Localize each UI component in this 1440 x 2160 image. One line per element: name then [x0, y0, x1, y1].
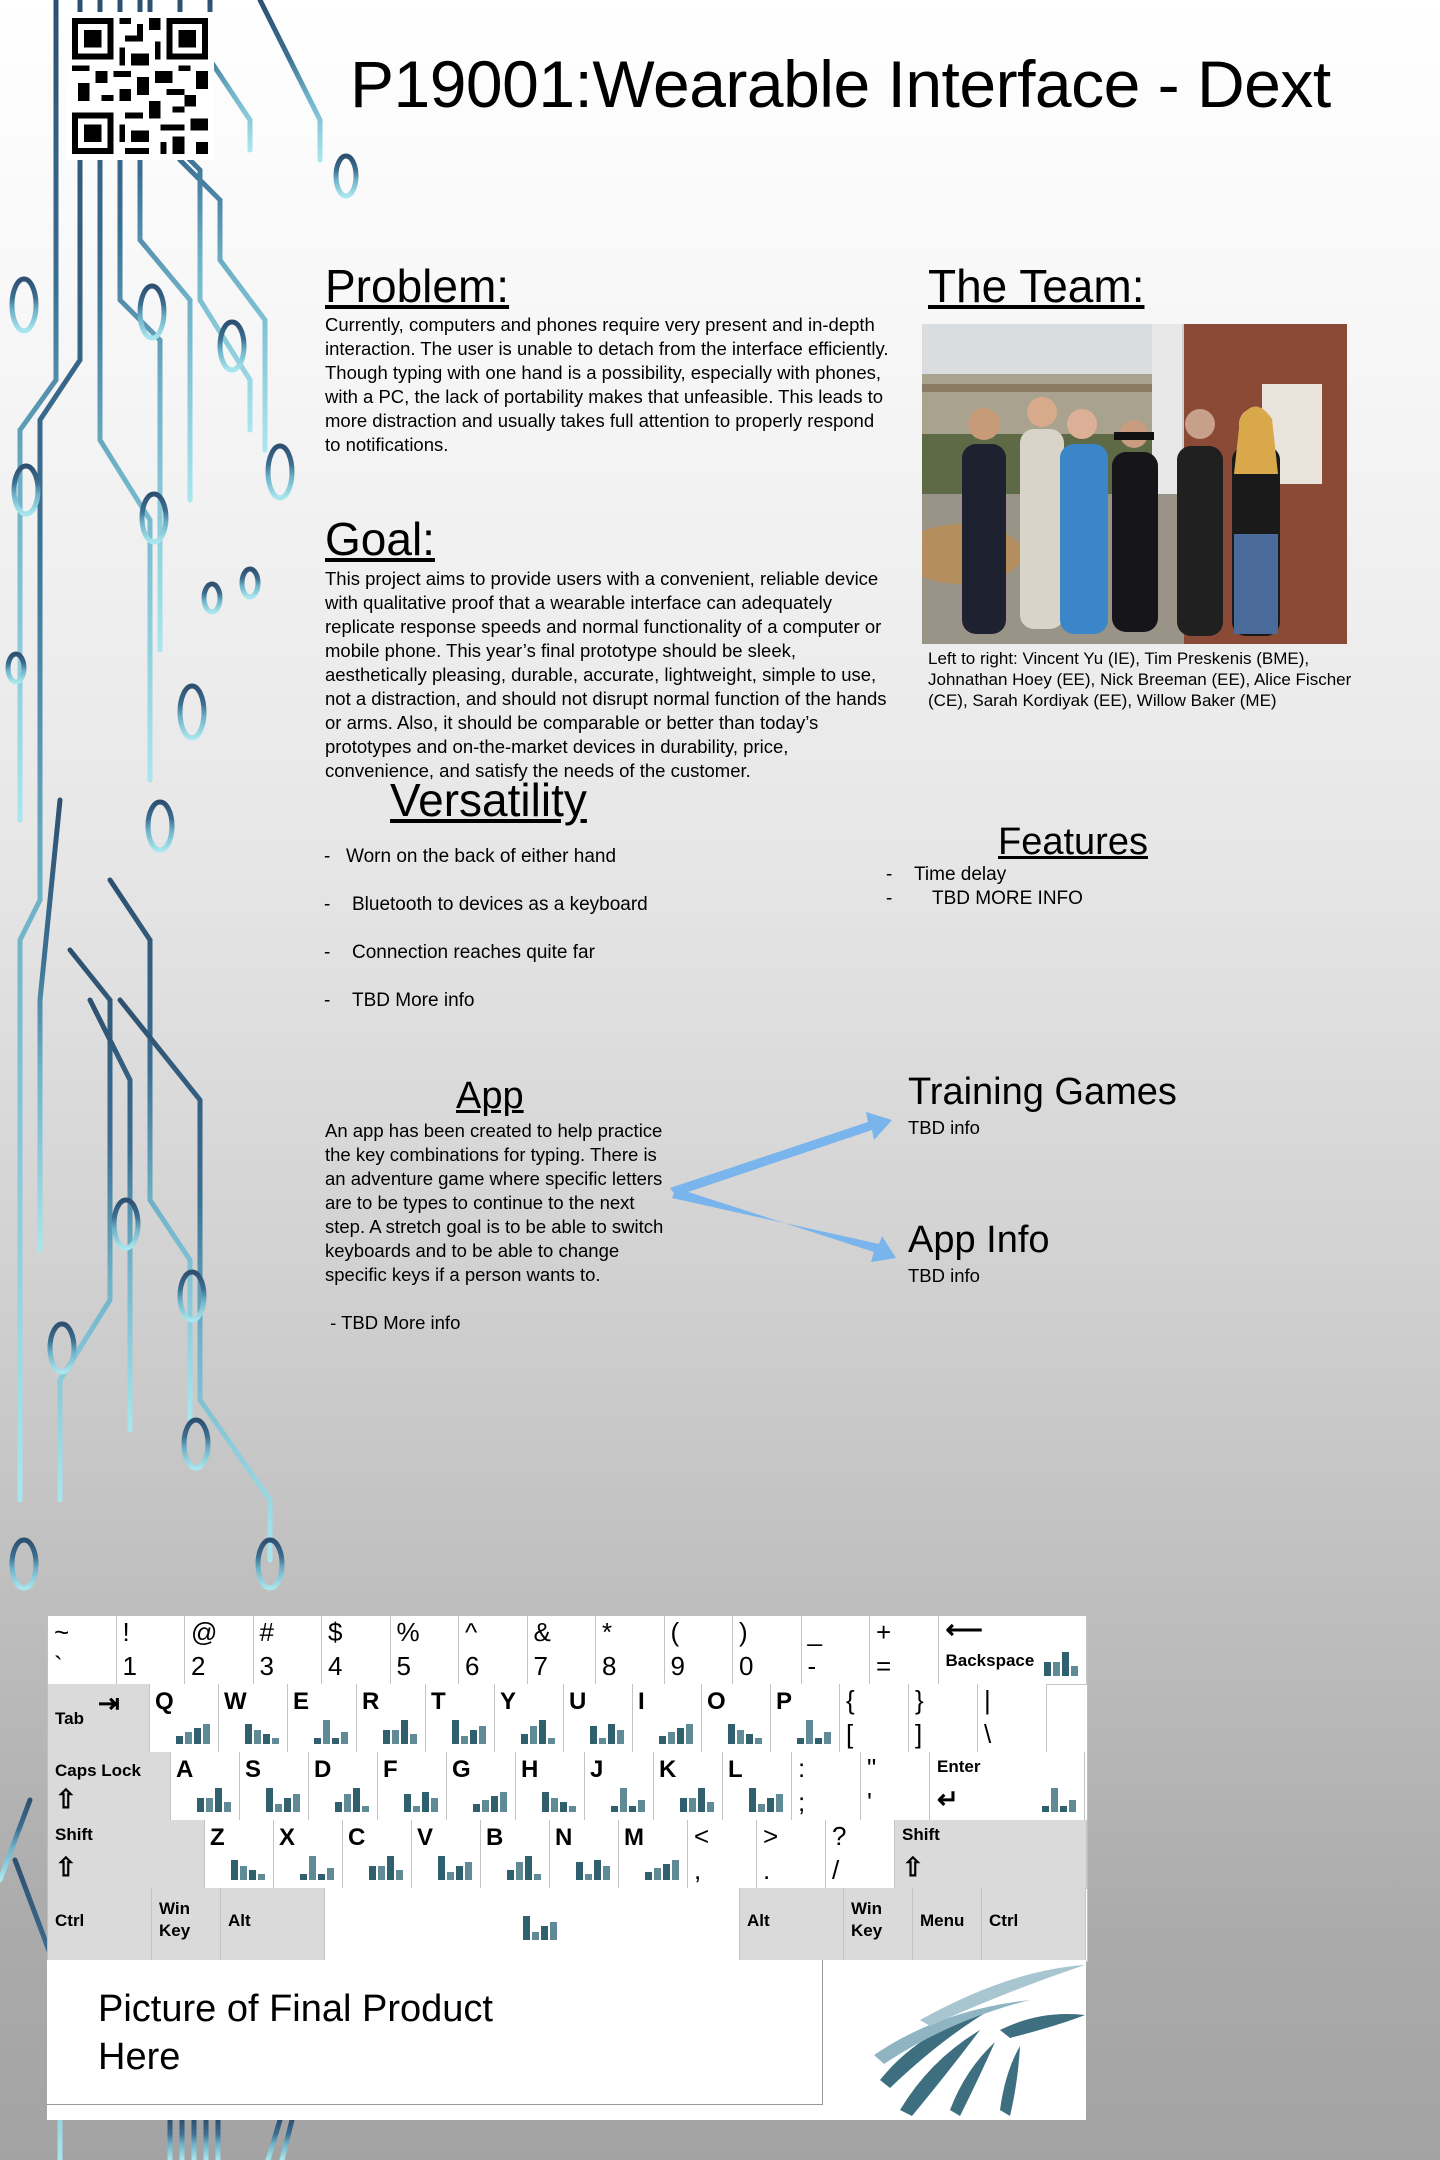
finger-pattern-icon [513, 1712, 559, 1746]
keyboard-key-y [495, 1684, 564, 1752]
key-top-glyph: _ [807, 1617, 822, 1647]
key-top-glyph: # [259, 1617, 274, 1647]
key-letter: E [293, 1688, 310, 1715]
keyboard-key-ctrl-right [982, 1888, 1086, 1960]
key-bottom-glyph: 5 [396, 1651, 411, 1681]
keyboard-key-enter [930, 1752, 1085, 1820]
keyboard-key-menu [913, 1888, 982, 1960]
key-letter: M [624, 1824, 644, 1851]
keyboard-key-j [585, 1752, 654, 1820]
key-letter: K [659, 1756, 677, 1783]
finger-pattern-icon [1034, 1780, 1080, 1814]
keyboard-key-s [240, 1752, 309, 1820]
keyboard-key-win-left [152, 1888, 221, 1960]
finger-pattern-icon [651, 1712, 697, 1746]
keyboard-key-h [516, 1752, 585, 1820]
key-label: Backspace [945, 1651, 1035, 1670]
versatility-item: - TBD More info [324, 990, 824, 1038]
key-bottom-glyph: ` [54, 1651, 63, 1681]
keyboard-key-w [219, 1684, 288, 1752]
keyboard-key-e [288, 1684, 357, 1752]
finger-pattern-icon [258, 1780, 304, 1814]
key-letter: I [638, 1688, 645, 1715]
keyboard-key-m [619, 1820, 688, 1888]
keyboard-key [909, 1684, 978, 1752]
keyboard-key-a [171, 1752, 240, 1820]
shift-icon: ⇧ [902, 1852, 924, 1882]
finger-pattern-icon [499, 1848, 545, 1882]
key-bottom-glyph: 4 [328, 1651, 343, 1681]
keyboard-key [459, 1616, 528, 1684]
keyboard-key-caps-lock [48, 1752, 171, 1820]
key-label: Menu [920, 1911, 965, 1930]
finger-pattern-icon [465, 1780, 511, 1814]
versatility-list [324, 846, 824, 1038]
final-product-label [98, 1985, 493, 2081]
key-letter: G [452, 1756, 471, 1783]
keyboard-key [826, 1820, 895, 1888]
keyboard-key-r [357, 1684, 426, 1752]
key-top-glyph: % [396, 1617, 420, 1647]
keyboard-key [802, 1616, 871, 1684]
keyboard-key-z [205, 1820, 274, 1888]
key-top-glyph: * [602, 1617, 613, 1647]
key-letter: T [431, 1688, 446, 1715]
key-letter: A [176, 1756, 194, 1783]
key-top-glyph: < [694, 1821, 710, 1851]
keyboard-key-ctrl-left [48, 1888, 152, 1960]
final-product-line1: Picture of Final Product [98, 1988, 493, 2030]
features-list [886, 864, 1286, 912]
key-top-glyph: } [915, 1685, 924, 1715]
key-bottom-glyph: 9 [670, 1651, 685, 1681]
keyboard-key-i [633, 1684, 702, 1752]
finger-pattern-icon [237, 1712, 283, 1746]
finger-pattern-icon [168, 1712, 214, 1746]
key-letter: S [245, 1756, 262, 1783]
tab-arrow-icon: ⇥ [98, 1688, 120, 1718]
keyboard-row-home [48, 1752, 1085, 1821]
keyboard-row-bottom [48, 1820, 1087, 1889]
finger-pattern-icon [306, 1712, 352, 1746]
versatility-item: - Connection reaches quite far [324, 942, 824, 990]
keyboard-key-t [426, 1684, 495, 1752]
qr-code[interactable] [66, 12, 214, 160]
final-product-line2: Here [98, 2036, 181, 2078]
key-label: Enter [937, 1757, 981, 1776]
key-bottom-glyph: 6 [465, 1651, 480, 1681]
finger-pattern-icon [720, 1712, 766, 1746]
finger-pattern-icon [741, 1780, 787, 1814]
app-text: An app has been created to help practice the key combinations for typing. There is an adventure game where specific letters are to be types to continue to the next step. A stretch goal is to be able to switch keyboards and to be able to change specific keys if a person wants to. [325, 1120, 664, 1285]
goal-text: This project aims to provide users with a convenient, reliable device with qualitative proof that a wearable interface can adequately replicate response speeds and normal functionality of a computer or mobile phone. This year’s final prototype should be sleek, aesthetically pleasing, durable, accurate, lightweight, simple to use, not a distraction, and should not disrupt normal function of the hands or arms. Also, it should be comparable or better than today’s prototypes and on-the-market devices in durability, price, convenience, and satisfy the needs of the customer. [325, 568, 887, 781]
keyboard-key-k [654, 1752, 723, 1820]
finger-pattern-icon [444, 1712, 490, 1746]
finger-pattern-icon [1036, 1644, 1082, 1678]
keyboard-key-shift-left [48, 1820, 205, 1888]
keyboard-key-b [481, 1820, 550, 1888]
key-letter: D [314, 1756, 332, 1783]
finger-pattern-icon [361, 1848, 407, 1882]
key-bottom-glyph: [ [846, 1719, 854, 1749]
key-bottom-glyph: . [763, 1855, 771, 1885]
team-photo [922, 324, 1347, 644]
key-bottom-glyph: 2 [191, 1651, 206, 1681]
keyboard-key [665, 1616, 734, 1684]
versatility-item: - Worn on the back of either hand [324, 846, 824, 894]
key-bottom-glyph: = [876, 1651, 892, 1681]
brand-logo [860, 1960, 1086, 2120]
key-label: Shift [55, 1825, 93, 1844]
keyboard-key [792, 1752, 861, 1820]
key-bottom-glyph: 1 [122, 1651, 137, 1681]
key-label: Alt [228, 1911, 251, 1930]
keyboard-key [48, 1616, 117, 1684]
key-top-glyph: ~ [54, 1617, 70, 1647]
key-bottom-glyph: ' [867, 1787, 872, 1817]
keyboard-key-d [309, 1752, 378, 1820]
key-top-glyph: > [763, 1821, 779, 1851]
keyboard-row-top [48, 1684, 1047, 1753]
key-label: Key [159, 1921, 191, 1940]
finger-pattern-icon [582, 1712, 628, 1746]
key-label: Win [851, 1899, 883, 1918]
finger-pattern-icon [375, 1712, 421, 1746]
key-letter: X [279, 1824, 296, 1851]
finger-pattern-icon [327, 1780, 373, 1814]
key-letter: W [224, 1688, 247, 1715]
training-games-heading: Training Games [908, 1071, 1177, 1113]
keyboard-key-u [564, 1684, 633, 1752]
key-bottom-glyph: - [807, 1651, 817, 1681]
key-top-glyph: ! [122, 1617, 130, 1647]
app-more-info: - TBD More info [325, 1312, 461, 1333]
versatility-item: - Bluetooth to devices as a keyboard [324, 894, 824, 942]
keyboard-key-v [412, 1820, 481, 1888]
keyboard-key-q [150, 1684, 219, 1752]
key-bottom-glyph: ] [915, 1719, 923, 1749]
branch-arrows [660, 1100, 900, 1280]
keyboard-key-o [702, 1684, 771, 1752]
keyboard-key [596, 1616, 665, 1684]
key-letter: C [348, 1824, 366, 1851]
keyboard-key-g [447, 1752, 516, 1820]
problem-text: Currently, computers and phones require very present and in-depth interaction. The user is unable to detach from the interface efficiently. Though typing with one hand is a possibility, especially with phones, with a PC, the lack of portability makes that unfeasible. This leads to more distraction and usually takes full attention to properly respond to notifications. [325, 314, 889, 455]
keyboard-key-win-right [844, 1888, 913, 1960]
caps-lock-icon: ⇧ [55, 1784, 77, 1814]
finger-pattern-icon [396, 1780, 442, 1814]
keyboard-key-c [343, 1820, 412, 1888]
versatility-heading: Versatility [390, 774, 587, 826]
training-games-info: TBD info [908, 1117, 980, 1138]
finger-pattern-icon [223, 1848, 269, 1882]
key-letter: V [417, 1824, 434, 1851]
features-item: - TBD MORE INFO [886, 888, 1286, 912]
key-letter: F [383, 1756, 398, 1783]
finger-pattern-icon [568, 1848, 614, 1882]
key-bottom-glyph: , [694, 1855, 702, 1885]
keyboard-key [528, 1616, 597, 1684]
key-top-glyph: ( [670, 1617, 680, 1647]
key-top-glyph: & [533, 1617, 551, 1647]
keyboard-row-space [48, 1888, 1086, 1960]
shift-icon: ⇧ [55, 1852, 77, 1882]
finger-pattern-icon [292, 1848, 338, 1882]
backspace-arrow-icon: ⟵ [945, 1616, 983, 1644]
key-label: Key [851, 1921, 883, 1940]
key-top-glyph: " [867, 1753, 877, 1783]
key-letter: N [555, 1824, 573, 1851]
key-bottom-glyph: 7 [533, 1651, 548, 1681]
problem-heading: Problem: [325, 260, 510, 312]
app-info-text: TBD info [908, 1265, 980, 1286]
keyboard-graphic [47, 1615, 1088, 1962]
keyboard-key-tab [48, 1684, 150, 1752]
keyboard-key [688, 1820, 757, 1888]
key-label: Ctrl [989, 1911, 1019, 1930]
finger-pattern-icon [534, 1780, 580, 1814]
keyboard-key-shift-right [895, 1820, 1087, 1888]
app-heading: App [456, 1075, 524, 1117]
keyboard-key [840, 1684, 909, 1752]
keyboard-key [870, 1616, 939, 1684]
key-label: Shift [902, 1825, 940, 1844]
keyboard-key-alt-right [740, 1888, 844, 1960]
keyboard-key-alt-left [221, 1888, 325, 1960]
key-letter: Q [155, 1688, 174, 1715]
key-letter: O [707, 1688, 726, 1715]
key-label: Alt [747, 1911, 770, 1930]
key-bottom-glyph: 3 [259, 1651, 274, 1681]
key-letter: U [569, 1688, 587, 1715]
key-letter: H [521, 1756, 539, 1783]
keyboard-key [391, 1616, 460, 1684]
key-top-glyph: @ [191, 1617, 218, 1647]
finger-pattern-icon [430, 1848, 476, 1882]
team-caption: Left to right: Vincent Yu (IE), Tim Preskenis (BME), Johnathan Hoey (EE), Nick Breeman (EE), Alice Fischer (CE), Sarah Kordiyak (EE), Willow Baker (ME) [928, 649, 1352, 710]
keyboard-key [322, 1616, 391, 1684]
keyboard-key [733, 1616, 802, 1684]
enter-arrow-icon: ↵ [937, 1784, 959, 1814]
key-top-glyph: | [984, 1685, 991, 1715]
finger-pattern-icon [672, 1780, 718, 1814]
team-heading: The Team: [928, 260, 1145, 312]
keyboard-key-f [378, 1752, 447, 1820]
key-bottom-glyph: 8 [602, 1651, 617, 1681]
key-top-glyph: ^ [465, 1617, 478, 1647]
key-letter: P [776, 1688, 793, 1715]
key-top-glyph: ? [832, 1821, 847, 1851]
keyboard-key-n [550, 1820, 619, 1888]
key-bottom-glyph: 0 [739, 1651, 754, 1681]
key-label: Tab [55, 1709, 84, 1728]
finger-pattern-icon [603, 1780, 649, 1814]
keyboard-key [978, 1684, 1047, 1752]
features-heading: Features [998, 821, 1148, 863]
keyboard-key [861, 1752, 930, 1820]
features-item: - Time delay [886, 864, 1286, 888]
key-letter: Y [500, 1688, 517, 1715]
key-letter: Z [210, 1824, 225, 1851]
finger-pattern-icon [189, 1780, 235, 1814]
key-top-glyph: + [876, 1617, 892, 1647]
app-info-heading: App Info [908, 1219, 1050, 1261]
key-label: Win [159, 1899, 191, 1918]
page-title: P19001:Wearable Interface - Dext [350, 47, 1331, 121]
finger-pattern-icon [515, 1908, 561, 1942]
key-top-glyph: : [798, 1753, 806, 1783]
key-letter: J [590, 1756, 604, 1783]
keyboard-row-numbers [48, 1616, 1087, 1685]
keyboard-key-backspace [939, 1616, 1087, 1684]
key-letter: L [728, 1756, 743, 1783]
keyboard-key [185, 1616, 254, 1684]
key-letter: R [362, 1688, 380, 1715]
finger-pattern-icon [637, 1848, 683, 1882]
finger-pattern-icon [789, 1712, 835, 1746]
key-bottom-glyph: / [832, 1855, 840, 1885]
key-top-glyph: $ [328, 1617, 343, 1647]
keyboard-key-space [325, 1888, 740, 1960]
keyboard-key-p [771, 1684, 840, 1752]
key-label: Caps Lock [55, 1761, 141, 1780]
key-top-glyph: { [846, 1685, 855, 1715]
keyboard-key-x [274, 1820, 343, 1888]
goal-heading: Goal: [325, 513, 435, 565]
keyboard-key [117, 1616, 186, 1684]
key-bottom-glyph: ; [798, 1787, 806, 1817]
keyboard-key [757, 1820, 826, 1888]
key-label: Ctrl [55, 1911, 85, 1930]
key-bottom-glyph: \ [984, 1719, 992, 1749]
key-top-glyph: ) [739, 1617, 748, 1647]
keyboard-key-l [723, 1752, 792, 1820]
key-letter: B [486, 1824, 504, 1851]
keyboard-key [254, 1616, 323, 1684]
